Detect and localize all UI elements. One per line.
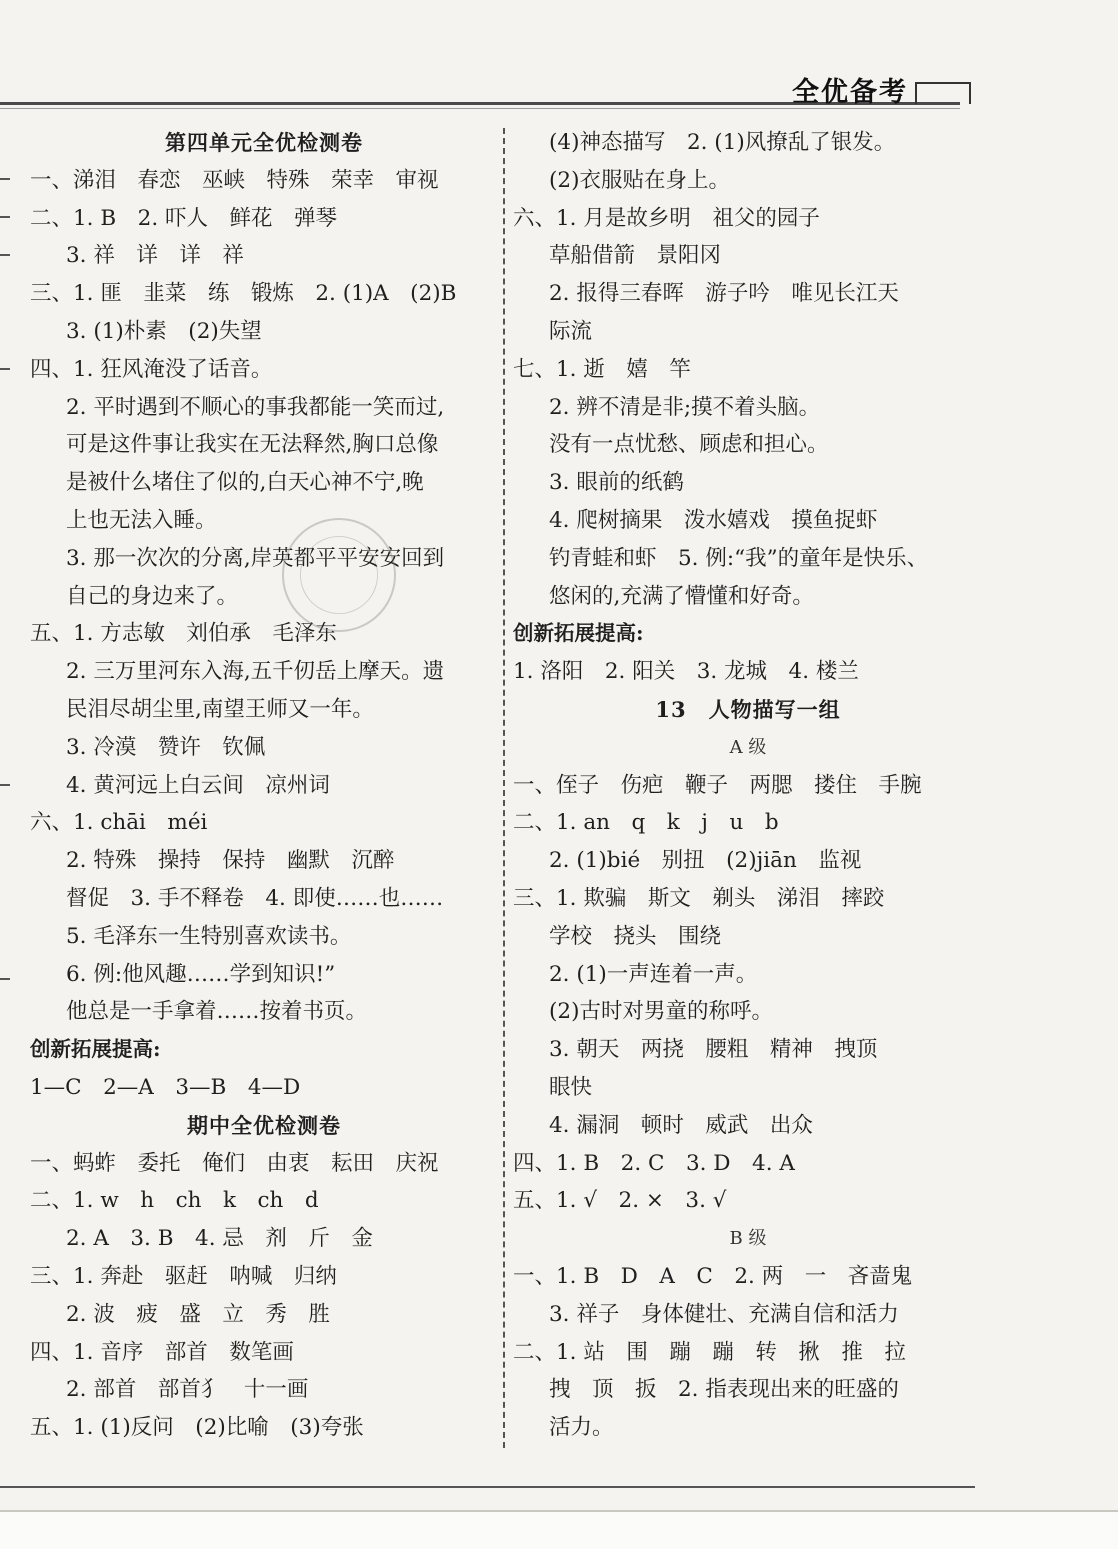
right-line-5: 际流 [549,318,593,344]
right-line-4: 2. 报得三春晖 游子吟 唯见长江天 [549,281,899,307]
left-line-21: 5. 毛泽东一生特别喜欢读书。 [66,923,352,949]
left-line-14: 2. 三万里河东入海,五千仞岳上摩天。遗 [66,659,445,685]
right-line-21: 学校 挠头 围绕 [549,923,722,949]
left-line-24: 创新拓展提高: [30,1037,161,1062]
left-line-3: 3. 祥 详 详 祥 [66,243,244,269]
left-line-19: 2. 特殊 操持 保持 幽默 沉醉 [66,848,395,874]
left-line-12: 自己的身边来了。 [66,583,239,609]
left-line-33: 2. 部首 部首犭 十一画 [66,1377,309,1403]
left-line-17: 4. 黄河远上白云间 凉州词 [66,772,330,798]
right-line-34: 活力。 [549,1415,614,1441]
right-line-10: 4. 爬树摘果 泼水嬉戏 摸鱼捉虾 [549,507,878,533]
left-line-32: 四、1. 音序 部首 数笔画 [30,1339,294,1365]
right-line-17: 一、侄子 伤疤 鞭子 两腮 搂住 手腕 [513,772,922,798]
right-line-8: 没有一点忧愁、顾虑和担心。 [549,432,829,458]
left-line-13: 五、1. 方志敏 刘伯承 毛泽东 [30,621,337,647]
right-line-11: 钓青蛙和虾 5. 例:“我”的童年是快乐、 [549,545,929,571]
right-line-13: 创新拓展提高: [513,621,644,646]
left-line-6: 四、1. 狂风淹没了话音。 [30,356,273,382]
left-line-31: 2. 波 疲 盛 立 秀 胜 [66,1301,330,1327]
right-line-0: (4)神态描写 2. (1)风撩乱了银发。 [549,130,896,155]
left-line-15: 民泪尽胡尘里,南望王师又一年。 [66,696,374,722]
right-line-30: 一、1. B D A C 2. 两 一 吝啬鬼 [513,1263,913,1289]
right-line-32: 二、1. 站 围 蹦 蹦 转 揪 推 拉 [513,1339,906,1365]
right-line-9: 3. 眼前的纸鹤 [549,470,684,496]
left-line-1: 一、涕泪 春恋 巫峡 特殊 荣幸 审视 [30,167,439,193]
left-line-23: 他总是一手拿着……按着书页。 [66,999,368,1025]
left-line-34: 五、1. (1)反问 (2)比喻 (3)夸张 [30,1415,364,1441]
right-column [513,124,983,1447]
left-line-10: 上也无法入睡。 [66,507,217,533]
left-column [30,124,498,1447]
left-line-2: 二、1. B 2. 吓人 鲜花 弹琴 [30,205,337,231]
right-line-14: 1. 洛阳 2. 阳关 3. 龙城 4. 楼兰 [513,659,859,685]
column-divider [503,128,505,1448]
left-line-28: 二、1. w h ch k ch d [30,1188,319,1214]
right-line-6: 七、1. 逝 嬉 竿 [513,356,691,382]
right-line-12: 悠闲的,充满了懵懂和好奇。 [549,583,814,609]
left-line-7: 2. 平时遇到不顺心的事我都能一笑而过, [66,394,445,420]
right-line-24: 3. 朝天 两挠 腰粗 精神 拽顶 [549,1037,878,1063]
right-line-33: 拽 顶 扳 2. 指表现出来的旺盛的 [549,1377,899,1403]
left-line-5: 3. (1)朴素 (2)失望 [66,318,262,344]
right-line-18: 二、1. an q k j u b [513,810,779,836]
right-line-3: 草船借箭 景阳冈 [549,243,722,269]
right-line-20: 三、1. 欺骗 斯文 剃头 涕泪 摔跤 [513,885,885,911]
right-line-25: 眼快 [549,1074,593,1100]
left-line-29: 2. A 3. B 4. 忌 剂 斤 金 [66,1226,373,1252]
right-line-26: 4. 漏洞 顿时 威武 出众 [549,1112,813,1138]
right-line-27: 四、1. B 2. C 3. D 4. A [513,1150,795,1176]
left-line-26: 期中全优检测卷 [187,1112,341,1138]
right-line-1: (2)衣服贴在身上。 [549,167,730,193]
left-line-16: 3. 冷漠 赞许 钦佩 [66,734,266,760]
right-line-28: 五、1. √ 2. × 3. √ [513,1188,727,1214]
left-line-30: 三、1. 奔赴 驱赶 呐喊 归纳 [30,1263,337,1289]
left-margin-ticks [0,128,12,1448]
right-line-23: (2)古时对男童的称呼。 [549,999,773,1025]
right-line-19: 2. (1)bié 别扭 (2)jiān 监视 [549,848,862,874]
right-line-15: 13 人物描写一组 [655,696,841,722]
left-line-4: 三、1. 匪 韭菜 练 锻炼 2. (1)A (2)B [30,281,457,307]
left-line-27: 一、蚂蚱 委托 俺们 由衷 耘田 庆祝 [30,1150,439,1176]
brand-decoration [915,82,971,104]
brand-title: 全优备考 [792,77,908,108]
right-line-31: 3. 祥子 身体健壮、充满自信和活力 [549,1301,899,1327]
left-line-8: 可是这件事让我实在无法释然,胸口总像 [66,432,439,458]
left-line-18: 六、1. chāi méi [30,810,208,836]
right-line-7: 2. 辨不清是非;摸不着头脑。 [549,394,821,420]
left-line-0: 第四单元全优检测卷 [165,130,363,155]
left-line-25: 1—C 2—A 3—B 4—D [30,1074,301,1100]
right-line-2: 六、1. 月是故乡明 祖父的园子 [513,205,820,231]
left-line-9: 是被什么堵住了似的,白天心神不宁,晚 [66,470,424,496]
left-line-11: 3. 那一次次的分离,岸英都平平安安回到 [66,545,445,571]
footer-rule [0,1486,975,1488]
left-line-22: 6. 例:他风趣……学到知识!” [66,961,336,987]
left-line-20: 督促 3. 手不释卷 4. 即使……也…… [66,885,444,911]
page-bottom-edge [0,1510,1118,1549]
right-line-29: B 级 [729,1228,767,1250]
right-line-16: A 级 [729,736,767,758]
right-line-22: 2. (1)一声连着一声。 [549,961,758,987]
